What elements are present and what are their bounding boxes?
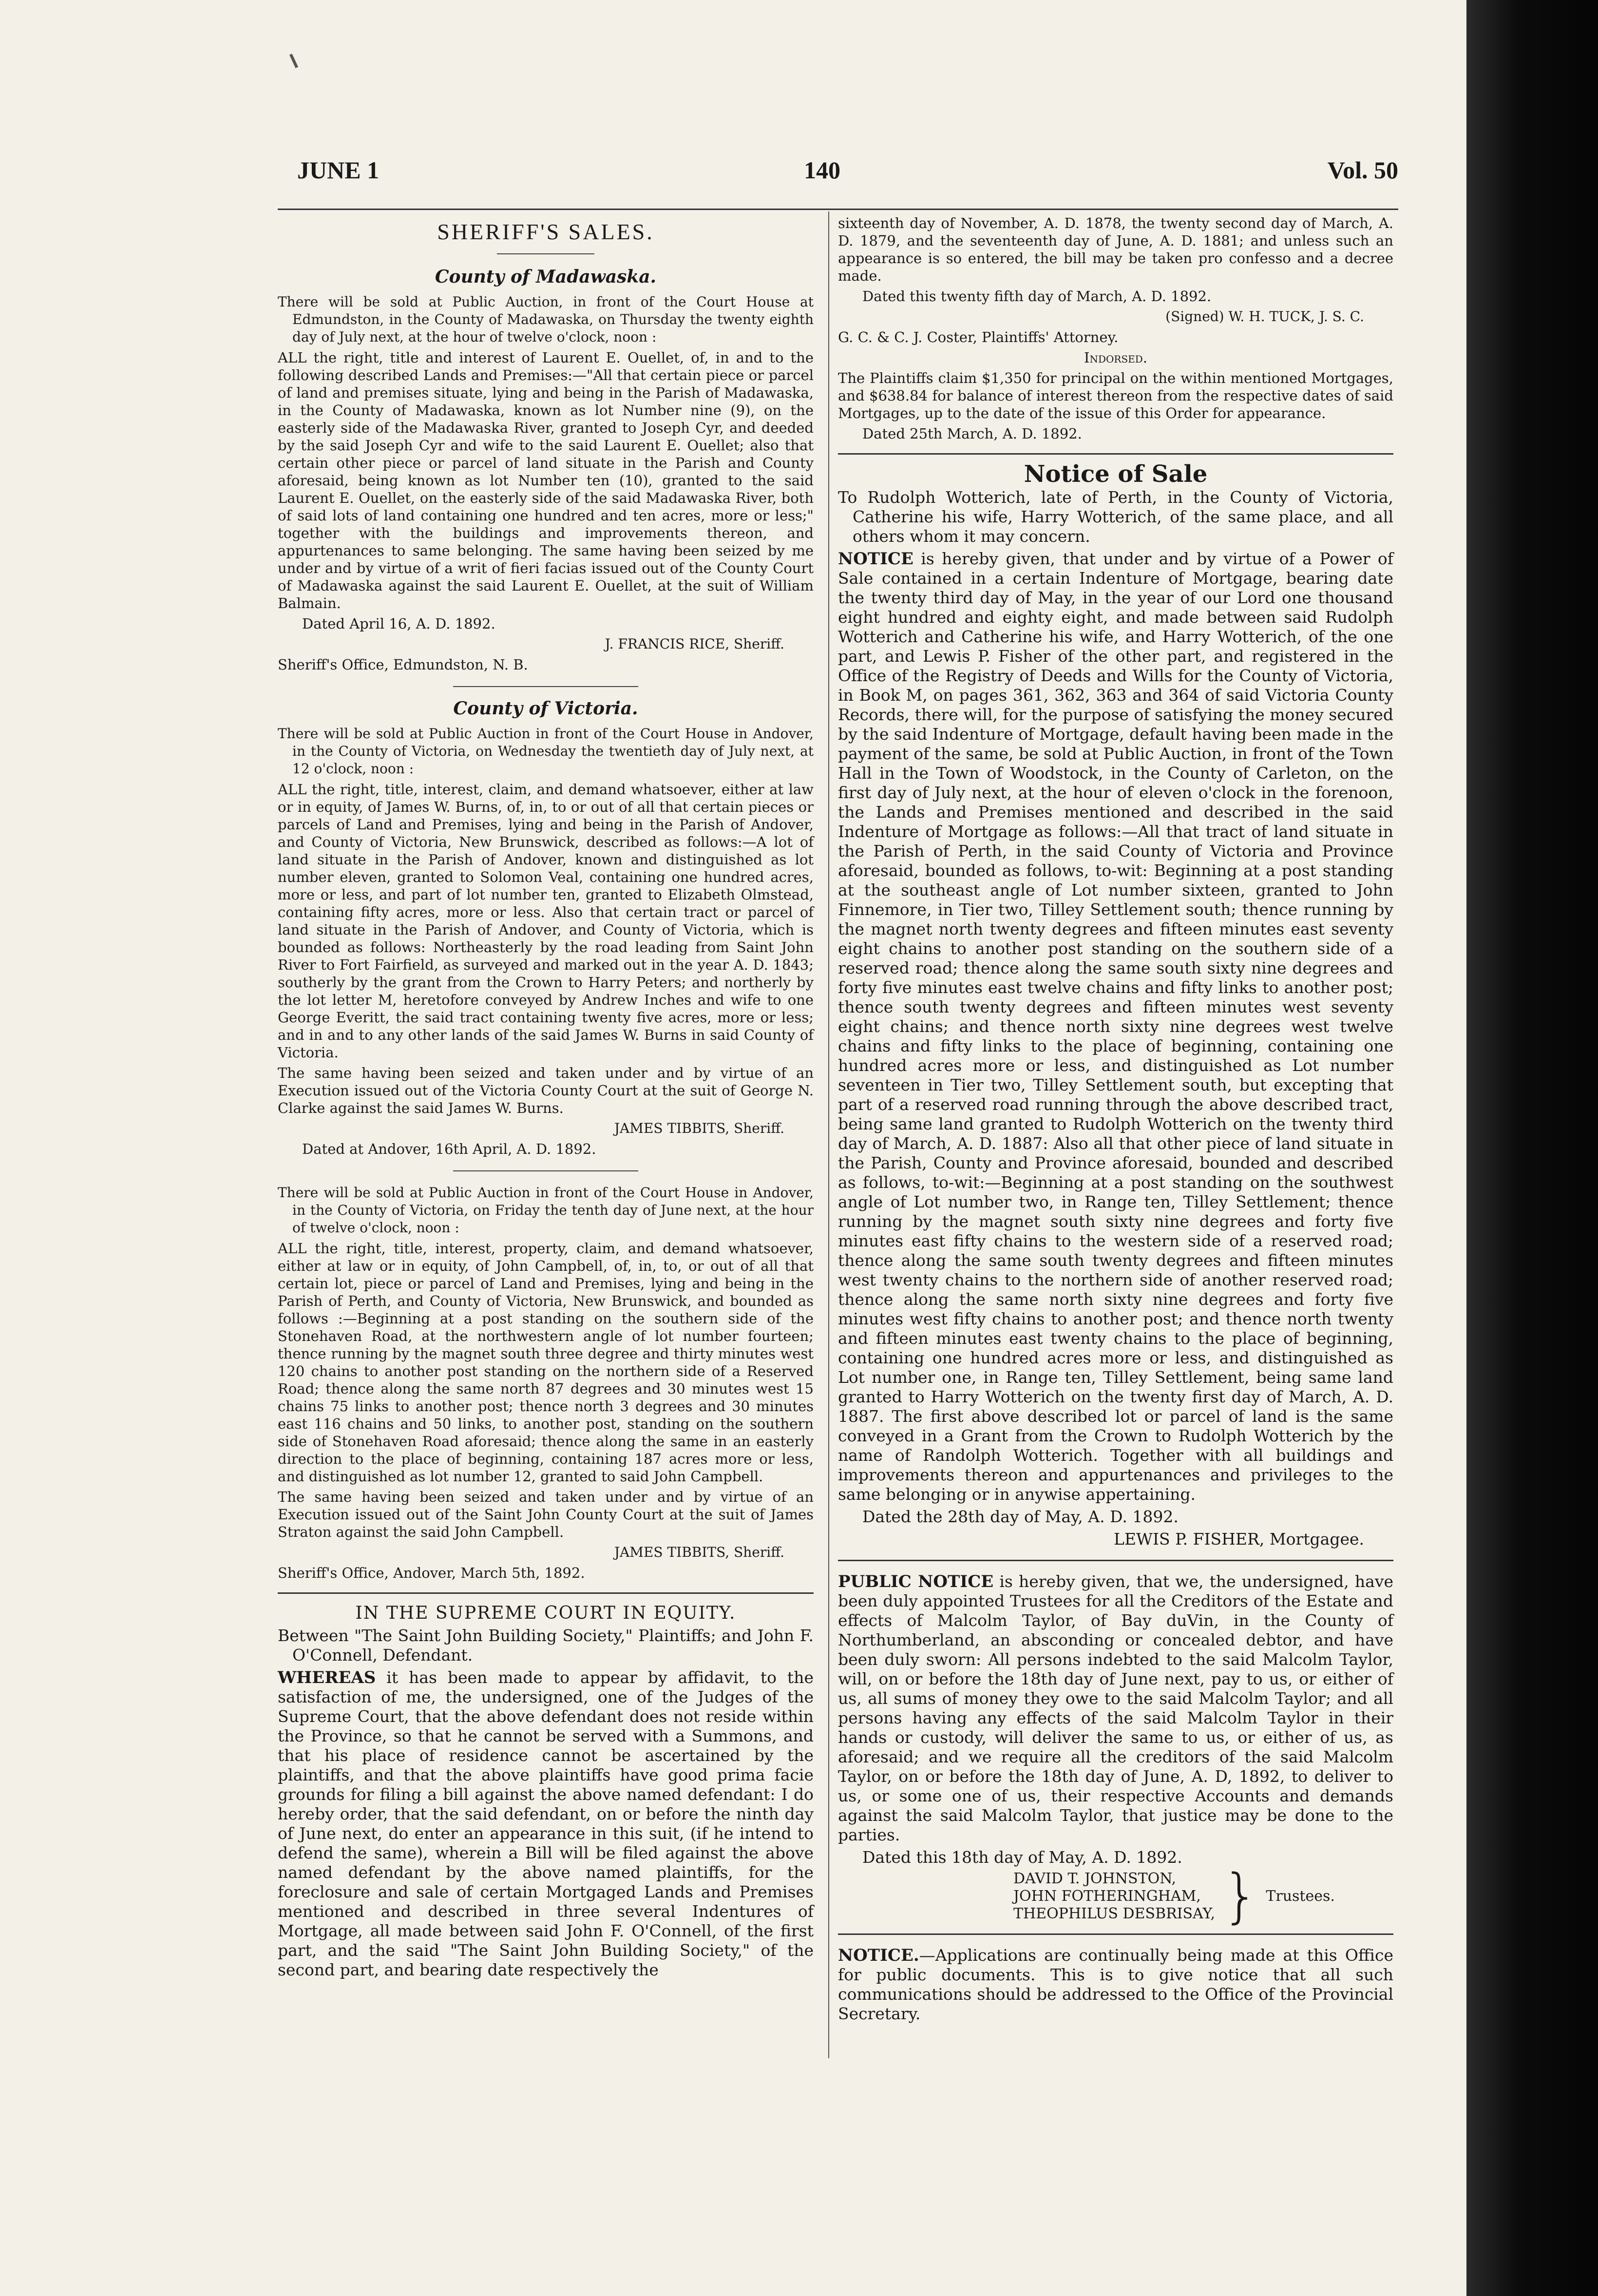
victoria2-office: Sheriff's Office, Andover, March 5th, 1892.	[278, 1565, 585, 1581]
final-notice-body: —Applications are continually being made at this Office for public documents. This is to give notice that all such communications should be addressed to the Office of the Provincial Secretary.	[838, 1946, 1393, 2023]
court-lead-word: WHEREAS	[278, 1668, 376, 1687]
title-rule	[497, 253, 594, 254]
section-rule	[838, 1933, 1393, 1935]
public-notice-dated: Dated this 18th day of May, A. D. 1892.	[862, 1848, 1182, 1867]
court-signed: (Signed) W. H. TUCK, J. S. C.	[1165, 308, 1364, 325]
margin-mark	[289, 54, 298, 68]
madawaska-body: ALL the right, title and interest of Laurent E. Ouellet, of, in and to the following described Lands and Premises:—"All that certain piece or parcel of land and premises situate, lying and being in the Parish of Madawaska, in the County of Madawaska, known as lot Number nine (9), on the easterly side of the Madawaska River, granted to Joseph Cyr, and deeded by the said Joseph Cyr and wife to the said Laurent E. Ouellet; also that certain other piece or parcel of land situate in the Parish and County aforesaid, being known as lot Number ten (10), granted to the said Laurent E. Ouellet, on the easterly side of the said Madawaska River, both of said lots of land containing one hundred and ten acres, more or less;" together with the buildings and improvements thereon, and appurtenances to same belonging. The same having been seized by me under and by virtue of a writ of fieri facias issued out of the County Court of Madawaska against the said Laurent E. Ouellet, at the suit of William Balmain.	[278, 349, 814, 612]
court-body: it has been made to appear by affidavit, to the satisfaction of me, the undersigned, one of the Judges of the Supreme Court, that the above defendant does not reside within the Province, so that he cannot be served with a Summons, and that his place of residence cannot be ascertained by the plaintiffs, and that the above plaintiffs have good prima facie grounds for filing a bill against the above named defendant: I do hereby order, that the said defendant, on or before the ninth day of June next, do enter an appearance in this suit, (if he intend to defend the same), wherein a Bill will be filed against the above named defendant by the above named plaintiffs, for the foreclosure and sale of certain Mortgaged Lands and Premises mentioned and described in three several Indentures of Mortgage, all made between said John F. O'Connell, of the first part, and the said "The Saint John Building Society," of the second part, and bearing date respectively the	[278, 1668, 814, 1979]
final-notice-lead: NOTICE.	[838, 1946, 919, 1965]
madawaska-office: Sheriff's Office, Edmundston, N. B.	[278, 656, 528, 673]
trustees-label: Trustees.	[1266, 1888, 1335, 1905]
victoria1-body: ALL the right, title, interest, claim, and demand whatsoever, either at law or in equity, of James W. Burns, of, in, to or out of all that certain pieces or parcels of Land and Premises, lying and being in the Parish of Andover, and County of Victoria, New Brunswick, described as follows:—A lot of land situate in the Parish of Andover, known and distinguished as lot number eleven, granted to Solomon Veal, containing one hundred acres, more or less, and part of lot number ten, granted to Elizabeth Olmstead, containing fifty acres, more or less. Also that certain tract or parcel of land situate in the Parish of Andover, and County of Victoria, which is bounded as follows: Northeasterly by the road leading from Saint John River to Fort Fairfield, as surveyed and marked out in the year A. D. 1843; southerly by the grant from the Crown to Harry Peters; and northerly by the lot letter M, heretofore conveyed by Andrew Inches and wife to one George Everitt, the said tract containing twenty five acres, more or less; and in and to any other lands of the said James W. Burns in said County of Victoria.	[278, 781, 814, 1061]
victoria2-intro: There will be sold at Public Auction in front of the Court House in Andover, in the County of Victoria, on Friday the tenth day of June next, at the hour of twelve o'clock, noon :	[278, 1185, 814, 1236]
court-claim: The Plaintiffs claim $1,350 for principal on the within mentioned Mortgages, and $638.84 for balance of interest thereon from the respective dates of said Mortgages, up to the date of the issue of this Order for appearance.	[838, 370, 1393, 421]
section-rule	[278, 1592, 814, 1594]
county-heading-madawaska: County of Madawaska.	[435, 267, 657, 287]
victoria2-signature: JAMES TIBBITS, Sheriff.	[614, 1544, 784, 1560]
section-rule	[838, 453, 1393, 455]
madawaska-intro: There will be sold at Public Auction, in front of the Court House at Edmundston, in the County of Madawaska, on Thursday the twenty eighth day of July next, at the hour of twelve o'clock, noon :	[278, 294, 814, 345]
victoria1-seized: The same having been seized and taken under and by virtue of an Execution issued out of the Victoria County Court at the suit of George N. Clarke against the said James W. Burns.	[278, 1065, 814, 1116]
trustee-name: DAVID T. JOHNSTON,	[1013, 1870, 1177, 1887]
final-notice	[838, 1946, 1393, 2024]
running-header	[297, 156, 1398, 185]
sale-addressees: To Rudolph Wotterich, late of Perth, in the County of Victoria, Catherine his wife, Harry Wotterich, of the same place, and all others whom it may concern.	[838, 488, 1393, 546]
column-divider	[828, 211, 829, 2058]
public-notice-lead: PUBLIC NOTICE	[838, 1572, 994, 1591]
header-date: JUNE 1	[297, 156, 380, 184]
trustee-name: JOHN FOTHERINGHAM,	[1013, 1888, 1201, 1905]
sheriffs-sales-title: SHERIFF'S SALES.	[437, 219, 654, 244]
header-page-number: 140	[804, 156, 840, 184]
court-order	[278, 1668, 814, 1980]
left-column	[278, 214, 814, 1983]
notice-of-sale-title: Notice of Sale	[1024, 460, 1208, 488]
public-notice	[838, 1572, 1393, 1845]
victoria1-intro: There will be sold at Public Auction in front of the Court House in Andover, in the County of Victoria, on Wednesday the twentieth day of July next, at 12 o'clock, noon :	[278, 726, 814, 777]
victoria1-signature: JAMES TIBBITS, Sheriff.	[614, 1120, 784, 1136]
trustees-block	[1013, 1862, 1393, 1930]
right-column	[838, 214, 1393, 2027]
court-title: IN THE SUPREME COURT IN EQUITY.	[355, 1603, 736, 1623]
madawaska-signature: J. FRANCIS RICE, Sheriff.	[605, 636, 784, 652]
header-volume: Vol. 50	[1327, 156, 1398, 184]
victoria2-seized: The same having been seized and taken under and by virtue of an Execution issued out of the Saint John County Court at the suit of James Straton against the said John Campbell.	[278, 1489, 814, 1540]
court-between: Between "The Saint John Building Society," Plaintiffs; and John F. O'Connell, Defendant.	[278, 1626, 814, 1665]
sale-notice	[838, 549, 1393, 1504]
sale-body: is hereby given, that under and by virtue of a Power of Sale contained in a certain Indenture of Mortgage, bearing date the twenty third day of May, in the year of our Lord one thousand eight hundred and eighty eight, and made between said Rudolph Wotterich and Catherine his wife, and Harry Wotterich, of the one part, and Lewis P. Fisher of the other part, and registered in the Office of the Registry of Deeds and Wills for the County of Victoria, in Book M, on pages 361, 362, 363 and 364 of said Victoria County Records, there will, for the purpose of satisfying the money secured by the said Indenture of Mortgage, default having been made in the payment of the same, be sold at Public Auction, in front of the Town Hall in the Town of Woodstock, in the County of Carleton, on the first day of July next, at the hour of eleven o'clock in the forenoon, the Lands and Premises mentioned and described in the said Indenture of Mortgage as follows:—All that tract of land situate in the Parish of Perth, in the said County of Victoria and Province aforesaid, bounded as follows, to-wit: Beginning at a post standing at the southeast angle of Lot number sixteen, granted to John Finnemore, in Tier two, Tilley Settlement south; thence running by the magnet north twenty degrees and fifteen minutes east seventy eight chains to another post standing on the southern side of a reserved road; thence along the same south sixty nine degrees and forty five minutes east twelve chains and fifty links to another post; thence south twenty degrees and fifteen minutes west seventy eight chains; and thence north sixty nine degrees west twelve chains and fifty links to the place of beginning, containing one hundred acres more or less, and distinguished as Lot number seventeen in Tier two, Tilley Settlement south, but excepting that part of a reserved road running through the above described tract, being same land granted to Rudolph Wotterich on the twenty third day of March, A. D. 1887: Also all that other piece of land situate in the Parish, County and Province aforesaid, bounded and described as follows, to-wit:—Beginning at a post standing on the southwest angle of Lot number two, in Range ten, Tilley Settlement; thence running by the magnet south sixty nine degrees and forty five minutes east fifty chains to the western side of a reserved road; thence along the same south twenty degrees and fifteen minutes west twenty chains to the northern side of another reserved road; thence along the same north sixty nine degrees and forty five minutes west fifty chains to another post; and thence north twenty and fifteen minutes east twenty chains to the place of beginning, containing one hundred acres more or less, and distinguished as Lot number one, in Range ten, Tilley Settlement, being same land granted to Harry Wotterich on the twenty first day of March, A. D. 1887. The first above described lot or parcel of land is the same conveyed in a Grant from the Crown to Rudolph Wotterich by the name of Randolph Wotterich. Together with all buildings and improvements thereon and appurtenances and privileges to the same belonging or in anywise appertaining.	[838, 549, 1393, 1504]
sale-signature: LEWIS P. FISHER, Mortgagee.	[1114, 1530, 1364, 1549]
madawaska-dated: Dated April 16, A. D. 1892.	[302, 615, 495, 632]
section-rule	[838, 1560, 1393, 1561]
page-edge-shadow	[1466, 0, 1598, 2296]
court-dated-2: Dated 25th March, A. D. 1892.	[862, 425, 1082, 442]
trustee-names	[1013, 1870, 1215, 1923]
trustee-name: THEOPHILUS DESBRISAY,	[1013, 1905, 1215, 1922]
court-attorney: G. C. & C. J. Coster, Plaintiffs' Attorney.	[838, 329, 1119, 345]
victoria1-dated: Dated at Andover, 16th April, A. D. 1892.	[302, 1141, 596, 1157]
court-dated: Dated this twenty fifth day of March, A. D. 1892.	[862, 288, 1212, 305]
court-continuation: sixteenth day of November, A. D. 1878, the twenty second day of March, A. D. 1879, and the seventeenth day of June, A. D. 1881; and unless such an appearance is so entered, the bill may be taken pro confesso and a decree made.	[838, 215, 1393, 284]
brace-glyph: }	[1221, 1862, 1259, 1930]
county-heading-victoria: County of Victoria.	[453, 698, 638, 719]
section-rule	[453, 1170, 638, 1171]
victoria2-body: ALL the right, title, interest, property, claim, and demand whatsoever, either at law or in equity, of John Campbell, of, in, to, or out of all that certain lot, piece or parcel of Land and Premises, lying and being in the Parish of Perth, and County of Victoria, New Brunswick, and bounded as follows :—Beginning at a post standing on the southern side of the Stonehaven Road, at the northwestern angle of lot number fourteen; thence running by the magnet south three degree and thirty minutes west 120 chains to another post standing on the northern side of a Reserved Road; thence along the same north 87 degrees and 30 minutes west 15 chains 75 links to another post; thence north 3 degrees and 30 minutes east 116 chains and 50 links, to another post, standing on the southern side of Stonehaven Road aforesaid; thence along the same in an easterly direction to the place of beginning, containing 187 acres more or less, and distinguished as lot number 12, granted to said John Campbell.	[278, 1240, 814, 1485]
header-rule	[278, 209, 1398, 210]
public-notice-body: is hereby given, that we, the undersigned, have been duly appointed Trustees for all the Creditors of the Estate and effects of Malcolm Taylor, of Bay duVin, in the County of Northumberland, an absconding or concealed debtor, and have been duly sworn: All persons indebted to the said Malcolm Taylor, will, on or before the 18th day of June next, pay to us, or either of us, all sums of money they owe to the said Malcolm Taylor; and all persons having any effects of the said Malcolm Taylor in their hands or custody, will deliver the same to us, or either of us, as aforesaid; and we require all the creditors of the said Malcolm Taylor, on or before the 18th day of June, A. D, 1892, to deliver to us, or some one of us, their respective Accounts and demands against the said Malcolm Taylor, that justice may be done to the parties.	[838, 1572, 1393, 1844]
court-endorsed: Indorsed.	[1084, 349, 1147, 366]
sale-lead-word: NOTICE	[838, 549, 913, 569]
sale-dated: Dated the 28th day of May, A. D. 1892.	[862, 1507, 1179, 1526]
section-rule	[453, 686, 638, 687]
